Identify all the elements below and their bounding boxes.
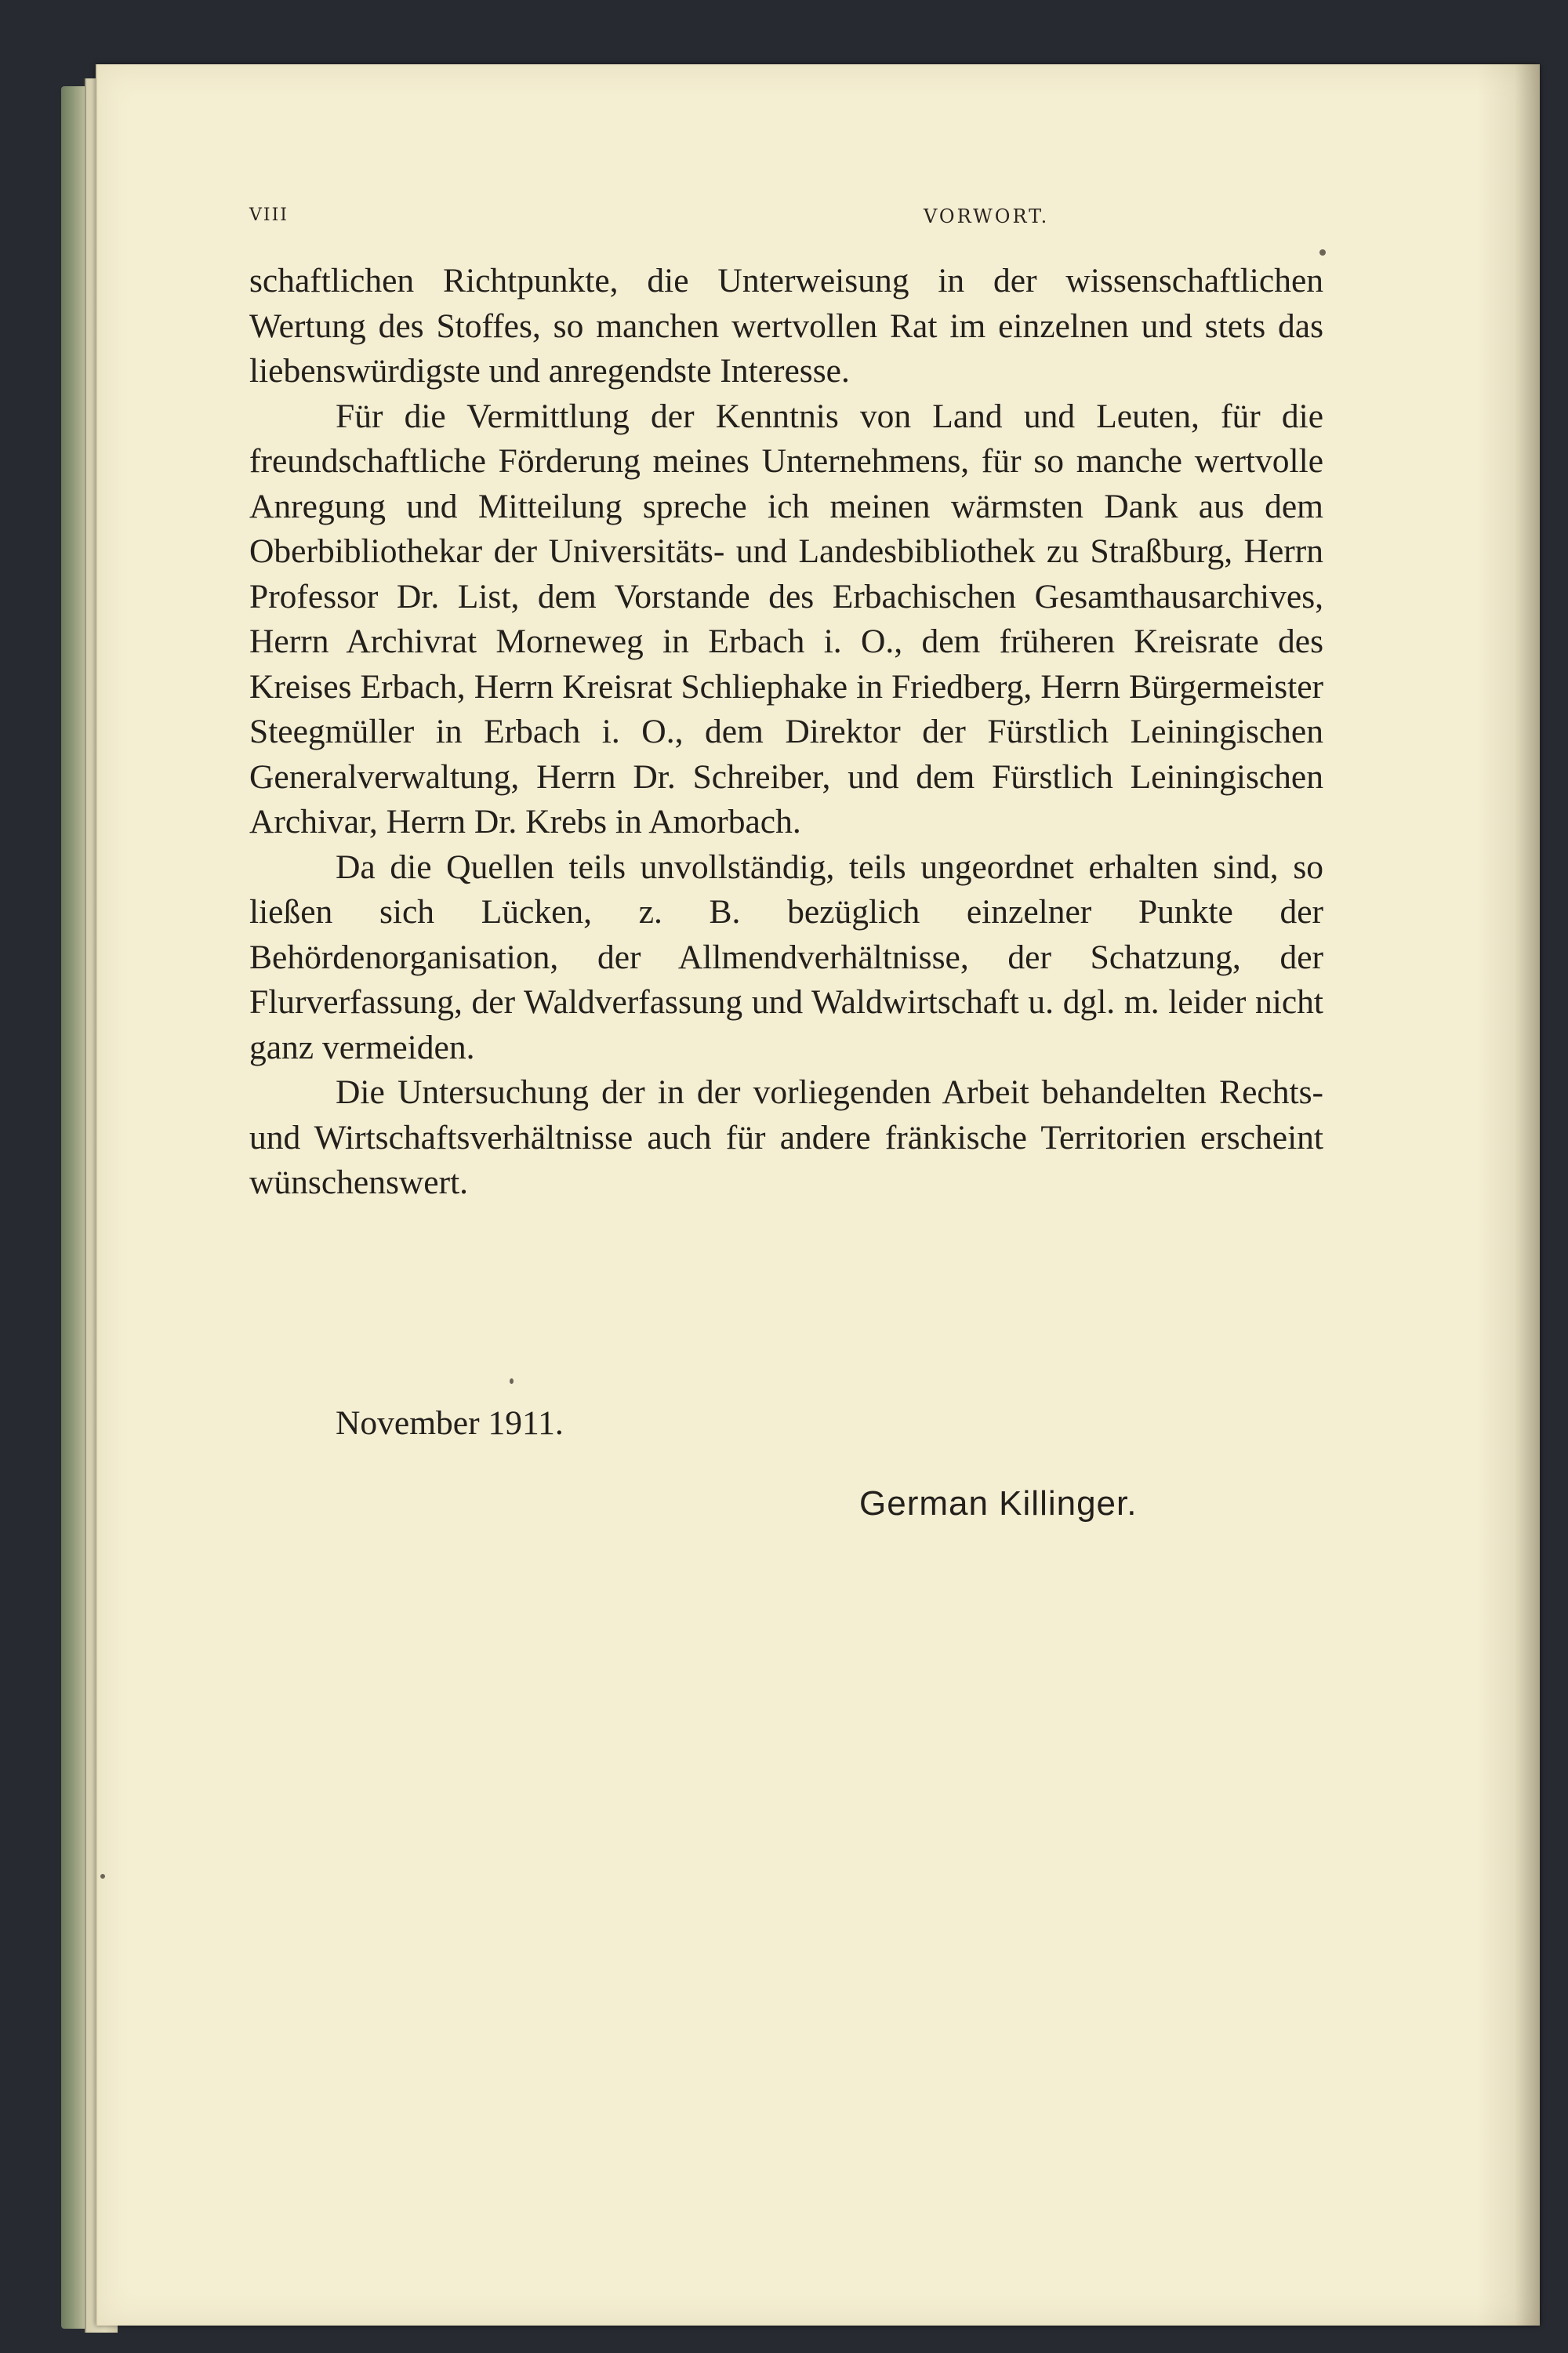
body-text [249, 259, 1323, 1206]
author-signature: German Killinger. [859, 1484, 1138, 1523]
section-title: VORWORT. [924, 205, 1050, 227]
date-line: November 1911. [336, 1404, 564, 1442]
paper-speck [100, 1874, 105, 1879]
paragraph-3: Da die Quellen teils unvollständig, teils ungeordnet erhalten sind, so ließen sich Lücken, z. B. bezüglich einzelner Punkte der Behördenorganisation, der Allmendverhältnisse, der Schatzung, der Flurverfassung, der Waldverfassung und Waldwirtschaft u. dgl. m. leider nicht ganz vermeiden. [249, 848, 1323, 1066]
paragraph-1: schaftlichen Richtpunkte, die Unterweisung in der wissenschaftlichen Wertung des Stoffes, so manchen wertvollen Rat im einzelnen und stets das liebenswürdigste und anregendste Interesse. [249, 262, 1323, 390]
gutter-shadow [1477, 64, 1540, 2326]
running-head [249, 205, 1323, 237]
page-number: VIII [249, 205, 289, 225]
paper-speck [1319, 249, 1326, 256]
paragraph-2: Für die Vermittlung der Kenntnis von Land und Leuten, für die freundschaftliche Förderung meines Unternehmens, für so manche wertvolle Anregung und Mitteilung spreche ich meinen wärmsten Dank aus dem Oberbibliothekar der Universitäts- und Landesbibliothek zu Straßburg, Herrn Professor Dr. List, dem Vorstande des Erbachischen Gesamthausarchives, Herrn Archivrat Morneweg in Erbach i. O., dem früheren Kreisrate des Kreises Erbach, Herrn Kreisrat Schliephake in Friedberg, Herrn Bürgermeister Steegmüller in Erbach i. O., dem Direktor der Fürstlich Leiningischen Generalverwaltung, Herrn Dr. Schreiber, und dem Fürstlich Leiningischen Archivar, Herrn Dr. Krebs in Amorbach. [249, 397, 1323, 841]
paper-speck [510, 1378, 514, 1384]
paragraph-4: Die Untersuchung der in der vorliegenden Arbeit behandelten Rechts- und Wirtschaftsverhältnisse auch für andere fränkische Territorien erscheint wünschenswert. [249, 1073, 1323, 1201]
